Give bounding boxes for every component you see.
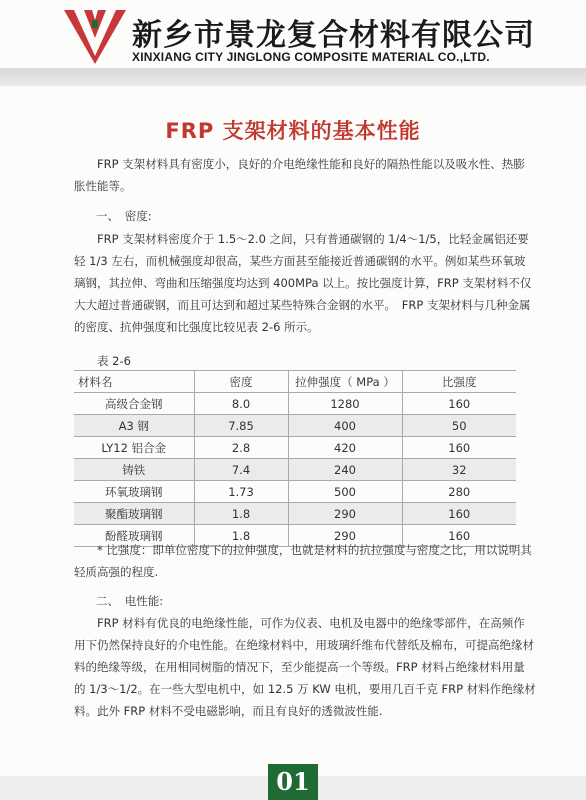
table-row	[74, 459, 516, 481]
table-cell: 160	[402, 393, 516, 415]
section1-heading: 一、 密度:	[96, 209, 152, 223]
table-cell: 1.8	[194, 503, 288, 525]
table-cell: 1.73	[194, 481, 288, 503]
section1-paragraph: FRP 支架材料密度介于 1.5～2.0 之间，只有普通碳钢的 1/4～1/5，比轻金属铝还要轻 1/3 左右，而机械强度却很高，某些方面甚至能接近普通碳钢的水平。例如某些环氧玻璃钢，其拉伸、弯曲和压缩强度均达到 400MPa 以上。按比强度计算，FRP 支架材料不仅大大超过普通碳钢，而且可达到和超过某些特殊合金钢的水平。 FRP 支架材料与几种金属的密度、抗伸强度和比强度比较见表 2-6 所示。	[74, 232, 532, 334]
table-cell: 2.8	[194, 437, 288, 459]
section2-heading: 二、 电性能:	[96, 594, 164, 608]
company-name-cn: 新乡市景龙复合材料有限公司	[132, 18, 535, 53]
table-header-row	[74, 371, 516, 393]
table-cell: 290	[288, 525, 402, 547]
table-cell: 1280	[288, 393, 402, 415]
header-band	[0, 68, 586, 86]
table-cell: 7.4	[194, 459, 288, 481]
table-caption: 表 2-6	[97, 354, 131, 368]
table-cell: LY12 铝合金	[74, 437, 194, 459]
table-cell: 420	[288, 437, 402, 459]
intro-paragraph: FRP 支架材料具有密度小，良好的介电绝缘性能和良好的隔热性能以及吸水性、热膨胀性能等。	[74, 157, 525, 193]
table-cell: 7.85	[194, 415, 288, 437]
table-note: * 比强度：即单位密度下的拉伸强度，也就是材料的抗拉强度与密度之比，用以说明其轻质高强的程度.	[74, 543, 532, 579]
table-cell: 铸铁	[74, 459, 194, 481]
table-cell: 1.8	[194, 525, 288, 547]
table-cell: 400	[288, 415, 402, 437]
table-cell: 环氧玻璃钢	[74, 481, 194, 503]
comparison-table	[74, 370, 516, 547]
company-name-en: XINXIANG CITY JINGLONG COMPOSITE MATERIAL CO.,LTD.	[132, 50, 490, 64]
column-header: 比强度	[402, 371, 516, 393]
table-cell: 290	[288, 503, 402, 525]
jinglong-logo-icon	[62, 6, 128, 66]
table-cell: 50	[402, 415, 516, 437]
table-cell: 聚酯玻璃钢	[74, 503, 194, 525]
table-cell: 32	[402, 459, 516, 481]
table-cell: 160	[402, 437, 516, 459]
column-header: 拉伸强度（ MPa ）	[288, 371, 402, 393]
page-number: 01	[268, 764, 318, 800]
table-row	[74, 393, 516, 415]
table-row	[74, 481, 516, 503]
table-cell: A3 钢	[74, 415, 194, 437]
table-row	[74, 503, 516, 525]
table-row	[74, 415, 516, 437]
table-cell: 160	[402, 525, 516, 547]
column-header: 材料名	[74, 371, 194, 393]
table-cell: 酚醛玻璃钢	[74, 525, 194, 547]
table-cell: 500	[288, 481, 402, 503]
table-cell: 280	[402, 481, 516, 503]
table-cell: 高级合金钢	[74, 393, 194, 415]
page-title: FRP 支架材料的基本性能	[165, 119, 421, 143]
table-cell: 240	[288, 459, 402, 481]
table-row	[74, 437, 516, 459]
table-cell: 160	[402, 503, 516, 525]
table-cell: 8.0	[194, 393, 288, 415]
section2-paragraph: FRP 材料有优良的电绝缘性能，可作为仪表、电机及电器中的绝缘零部件，在高频作用下仍然保持良好的介电性能。在绝缘材料中，用玻璃纤维布代替纸及棉布，可提高绝缘材料的绝缘等级，在用相同树脂的情况下，至少能提高一个等级。FRP 材料占绝缘材料用量的 1/3～1/2。在一些大型电机中，如 12.5 万 KW 电机，要用几百千克 FRP 材料作绝缘材料。此外 FRP 材料不受电磁影响，而且有良好的透微波性能.	[74, 616, 536, 718]
column-header: 密度	[194, 371, 288, 393]
